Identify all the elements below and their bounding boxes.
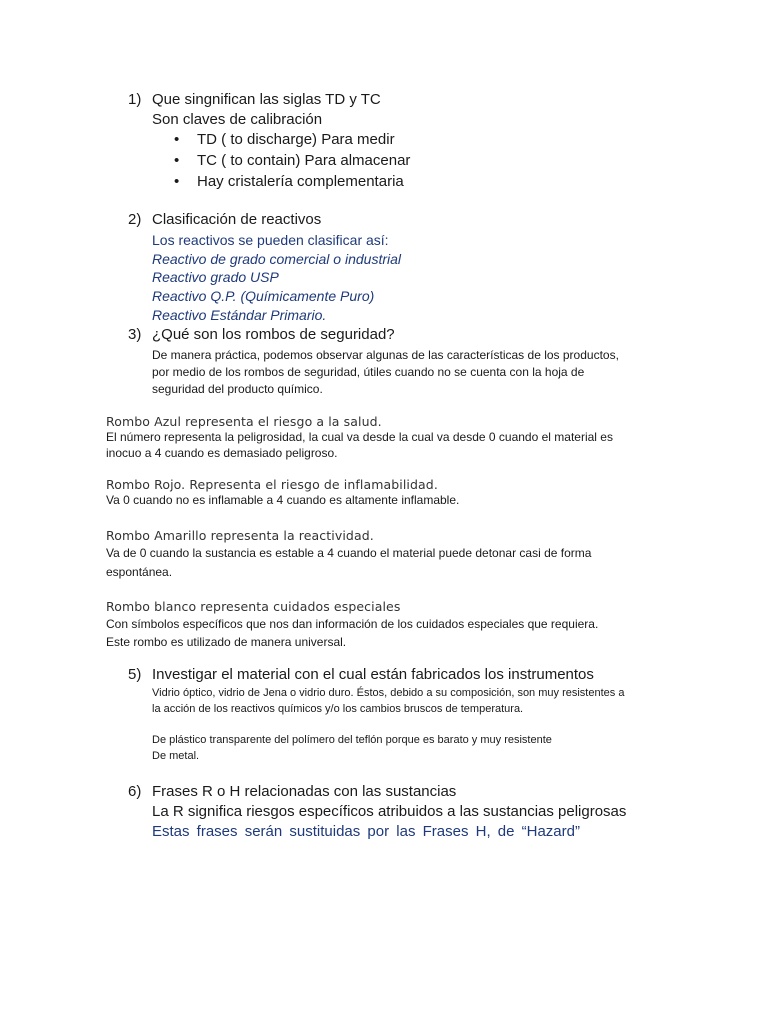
rombo-blanco-heading: Rombo blanco representa cuidados especiales bbox=[106, 599, 401, 614]
rombo-blanco-text: Este rombo es utilizado de manera universal. bbox=[106, 635, 347, 649]
rombo-azul-text: inocuo a 4 cuando es demasiado peligroso. bbox=[106, 446, 338, 460]
q6-line: La R significa riesgos específicos atribuidos a las sustancias peligrosas bbox=[152, 803, 627, 820]
q5-number: 5) bbox=[128, 666, 142, 683]
q2-item: Reactivo Q.P. (Químicamente Puro) bbox=[152, 288, 375, 304]
rombo-azul-text: El número representa la peligrosidad, la cual va desde la cual va desde 0 cuando el material es bbox=[106, 430, 613, 444]
q3-text-line: seguridad del producto químico. bbox=[152, 382, 323, 396]
q2-number: 2) bbox=[128, 211, 142, 228]
q2-item: Reactivo Estándar Primario. bbox=[152, 307, 327, 323]
q2-item: Reactivo de grado comercial o industrial bbox=[152, 251, 402, 267]
q6-line-blue: Estas frases serán sustituidas por las Frases H, de “Hazard” bbox=[152, 823, 580, 840]
q3-text-line: De manera práctica, podemos observar algunas de las características de los productos, bbox=[152, 348, 619, 362]
rombo-blanco-text: Con símbolos específicos que nos dan información de los cuidados especiales que requiera. bbox=[106, 617, 599, 631]
rombo-amarillo-text: Va de 0 cuando la sustancia es estable a 4 cuando el material puede detonar casi de forma bbox=[106, 546, 592, 560]
rombo-rojo-text: Va 0 cuando no es inflamable a 4 cuando es altamente inflamable. bbox=[106, 493, 460, 507]
q1-bullet-td: TD ( to discharge) Para medir bbox=[197, 131, 395, 148]
q6-number: 6) bbox=[128, 783, 142, 800]
q1-subtitle: Son claves de calibración bbox=[152, 111, 323, 128]
q1-bullet-tc: TC ( to contain) Para almacenar bbox=[197, 152, 411, 169]
q2-item: Reactivo grado USP bbox=[152, 269, 279, 285]
q1-title: Que singnifican las siglas TD y TC bbox=[152, 91, 381, 108]
q5-text-line: De metal. bbox=[152, 750, 200, 762]
rombo-azul-heading: Rombo Azul representa el riesgo a la salud. bbox=[106, 414, 382, 429]
rombo-amarillo-text: espontánea. bbox=[106, 565, 173, 579]
bullet-icon: • bbox=[174, 173, 180, 190]
q6-title: Frases R o H relacionadas con las sustancias bbox=[152, 783, 457, 800]
q3-number: 3) bbox=[128, 326, 142, 343]
q1-number: 1) bbox=[128, 91, 142, 108]
bullet-icon: • bbox=[174, 131, 180, 148]
bullet-icon: • bbox=[174, 152, 180, 169]
q1-bullet-extra: Hay cristalería complementaria bbox=[197, 173, 404, 190]
rombo-amarillo-heading: Rombo Amarillo representa la reactividad. bbox=[106, 528, 374, 543]
q5-title: Investigar el material con el cual están fabricados los instrumentos bbox=[152, 666, 594, 683]
q3-title: ¿Qué son los rombos de seguridad? bbox=[152, 326, 395, 343]
q2-intro: Los reactivos se pueden clasificar así: bbox=[152, 232, 389, 248]
q5-text-line: De plástico transparente del polímero del teflón porque es barato y muy resistente bbox=[152, 734, 552, 746]
rombo-rojo-heading: Rombo Rojo. Representa el riesgo de inflamabilidad. bbox=[106, 477, 438, 492]
q5-text-line: la acción de los reactivos químicos y/o los cambios bruscos de temperatura. bbox=[152, 703, 524, 715]
q5-text-line: Vidrio óptico, vidrio de Jena o vidrio duro. Éstos, debido a su composición, son muy resistentes a bbox=[152, 687, 625, 699]
q2-title: Clasificación de reactivos bbox=[152, 211, 322, 228]
q3-text-line: por medio de los rombos de seguridad, útiles cuando no se cuenta con la hoja de bbox=[152, 365, 585, 379]
